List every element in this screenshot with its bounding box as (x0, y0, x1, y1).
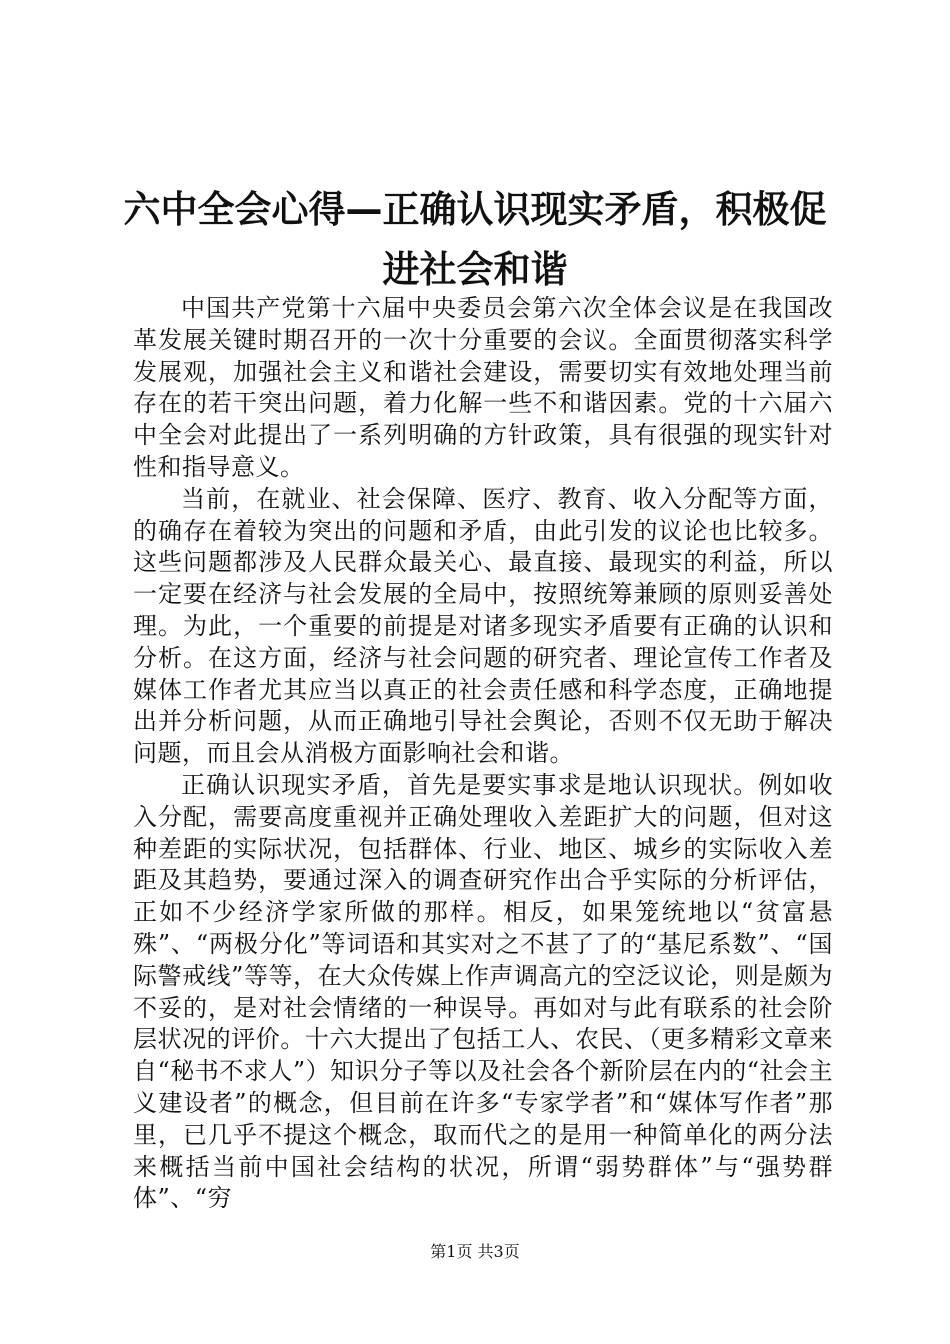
paragraph-3: 正确认识现实矛盾，首先是要实事求是地认识现状。例如收入分配，需要高度重视并正确处理收入差距扩大的问题，但对这种差距的实际状况，包括群体、行业、地区、城乡的实际收入差距及其趋势，要通过深入的调查研究作出合乎实际的分析评估，正如不少经济学家所做的那样。相反，如果笼统地以“贫富悬殊”、“两极分化”等词语和其实对之不甚了了的“基尼系数”、“国际警戒线”等等，在大众传媒上作声调高亢的空泛议论，则是颇为不妥的，是对社会情绪的一种误导。再如对与此有联系的社会阶层状况的评价。十六大提出了包括工人、农民、（更多精彩文章来自“秘书不求人”）知识分子等以及社会各个新阶层在内的“社会主义建设者”的概念，但目前在许多“专家学者”和“媒体写作者”那里，已几乎不提这个概念，取而代之的是用一种简单化的两分法来概括当前中国社会结构的状况，所谓“弱势群体”与“强势群体”、“穷 (133, 770, 833, 1213)
document-body (133, 293, 833, 1215)
page-footer: 第1页 共3页 (430, 1242, 520, 1261)
paragraph-1: 中国共产党第十六届中央委员会第六次全体会议是在我国改革发展关键时期召开的一次十分重要的会议。全面贯彻落实科学发展观，加强社会主义和谐社会建设，需要切实有效地处理当前存在的若干突出问题，着力化解一些不和谐因素。党的十六届六中全会对此提出了一系列明确的方针政策，具有很强的现实针对性和指导意义。 (133, 294, 833, 481)
paragraph-2: 当前，在就业、社会保障、医疗、教育、收入分配等方面，的确存在着较为突出的问题和矛盾，由此引发的议论也比较多。这些问题都涉及人民群众最关心、最直接、最现实的利益，所以一定要在经济与社会发展的全局中，按照统筹兼顾的原则妥善处理。为此，一个重要的前提是对诸多现实矛盾要有正确的认识和分析。在这方面，经济与社会问题的研究者、理论宣传工作者及媒体工作者尤其应当以真正的社会责任感和科学态度，正确地提出并分析问题，从而正确地引导社会舆论，否则不仅无助于解决问题，而且会从消极方面影响社会和谐。 (133, 484, 833, 768)
document-title: 六中全会心得—正确认识现实矛盾，积极促进社会和谐 (123, 188, 827, 291)
